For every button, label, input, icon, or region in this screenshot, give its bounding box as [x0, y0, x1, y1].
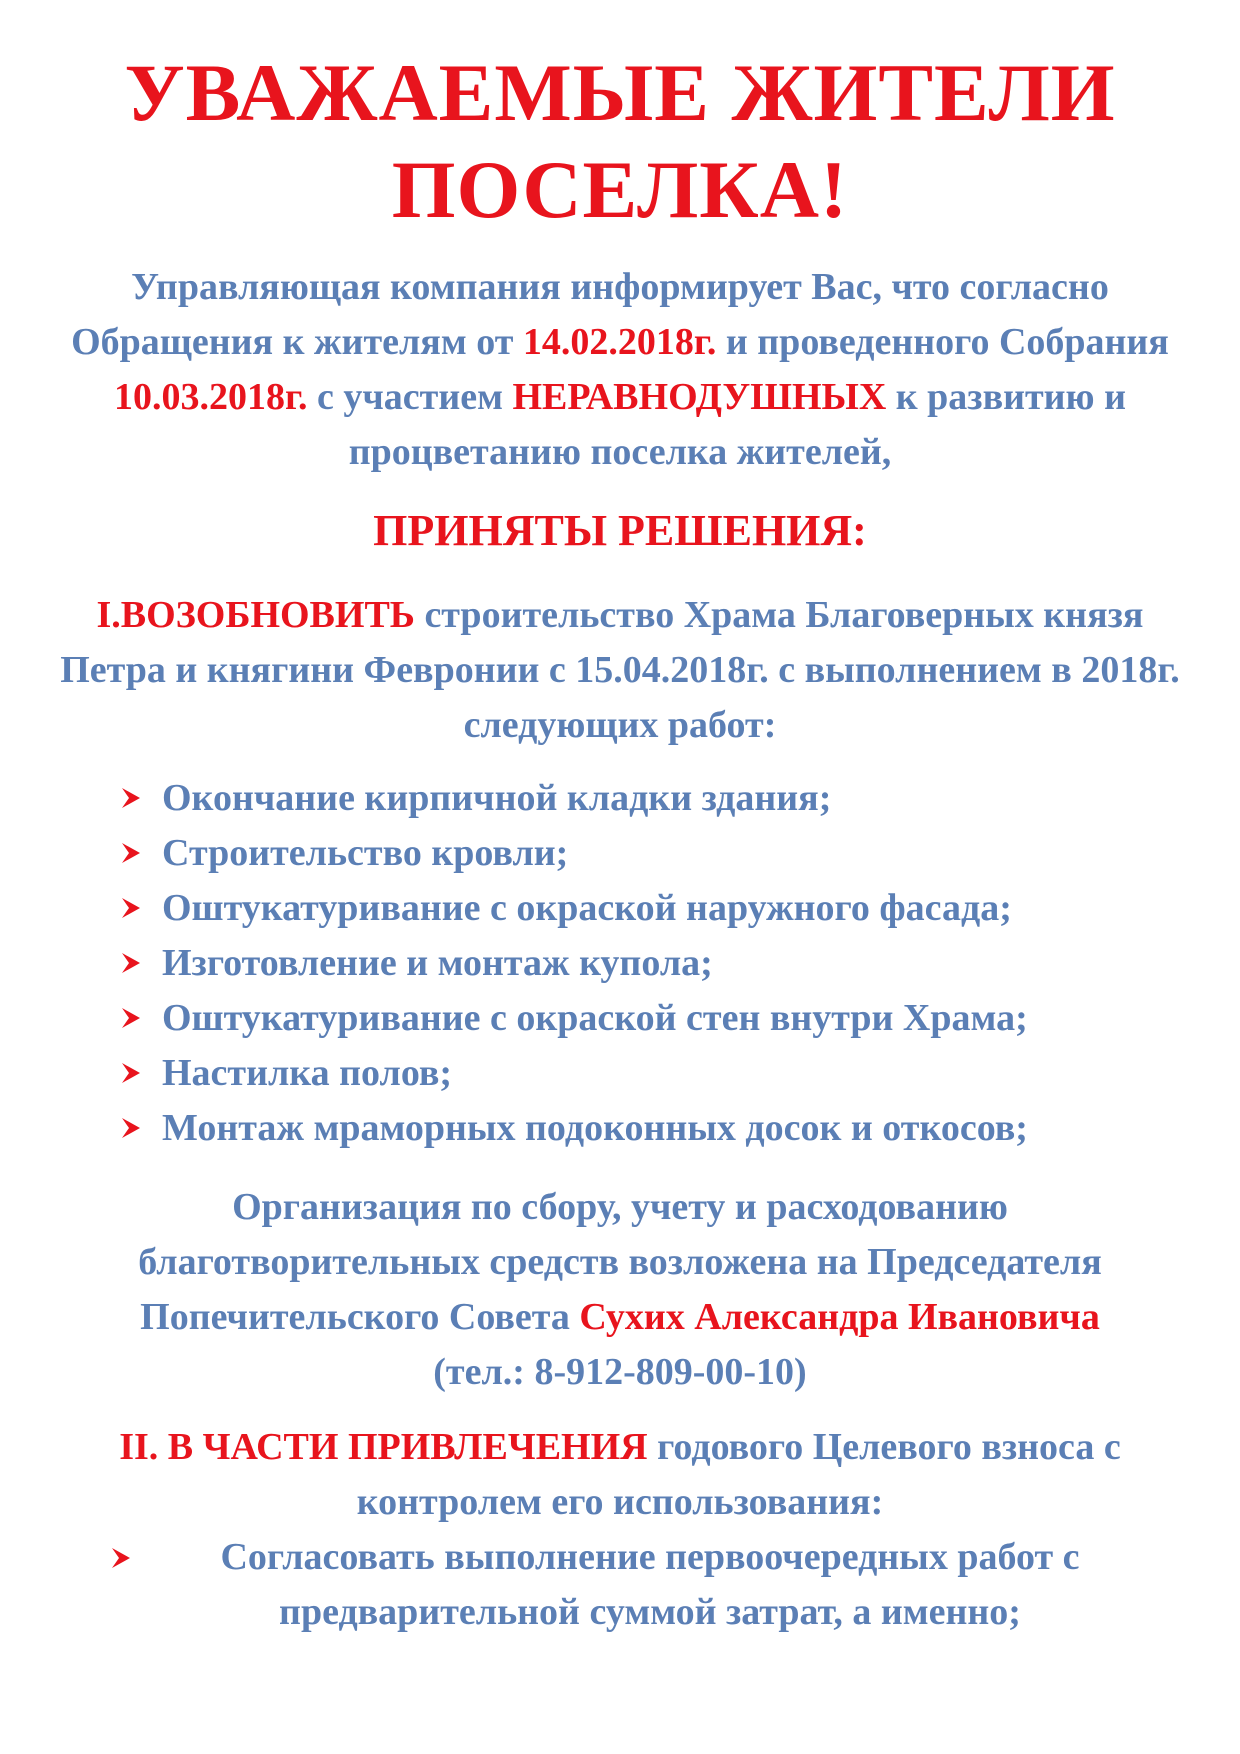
- title-line-2: ПОСЕЛКА!: [391, 144, 849, 235]
- section-1-paragraph: [60, 588, 1180, 753]
- list-item: [118, 935, 1198, 990]
- priority-works-list: [108, 1530, 1188, 1640]
- section-1-lead: I.ВОЗОБНОВИТЬ: [96, 594, 415, 636]
- list-item-text: Настилка полов;: [162, 1051, 453, 1094]
- arrow-bullet-icon: [108, 1530, 152, 1585]
- intro-date-2: 10.03.2018г.: [114, 376, 308, 418]
- list-item: [118, 770, 1198, 825]
- list-item-text: Оштукатуривание с окраской стен внутри Храма;: [162, 996, 1028, 1039]
- arrow-bullet-icon: [118, 1005, 162, 1031]
- organization-paragraph: [60, 1180, 1180, 1400]
- arrow-bullet-icon: [118, 1115, 162, 1141]
- arrow-bullet-icon: [118, 785, 162, 811]
- arrow-bullet-icon: [118, 895, 162, 921]
- list-item-text: Согласовать выполнение первоочередных работ с предварительной суммой затрат, а именно;: [220, 1536, 1080, 1633]
- organization-phone: (тел.: 8-912-809-00-10): [433, 1351, 807, 1393]
- list-item: [118, 1045, 1198, 1100]
- arrow-bullet-icon: [118, 1060, 162, 1086]
- organization-person: Сухих Александра Ивановича: [579, 1296, 1100, 1338]
- arrow-bullet-icon: [118, 950, 162, 976]
- list-item: [118, 1100, 1198, 1155]
- organization-text: Организация по сбору, учету и расходованию благотворительных средств возложена на Председателя Попечительского Совета: [138, 1186, 1102, 1338]
- list-item-text: Оштукатуривание с окраской наружного фасада;: [162, 886, 1012, 929]
- list-item-text: Окончание кирпичной кладки здания;: [162, 776, 832, 819]
- list-item: [118, 825, 1198, 880]
- list-item-text: Монтаж мраморных подоконных досок и откосов;: [162, 1106, 1028, 1149]
- section-2-paragraph: [60, 1420, 1180, 1530]
- intro-text-1: Управляющая компания информирует Вас, что согласно Обращения к жителям от: [71, 266, 1109, 363]
- section-2-text: годового Целевого взноса с контролем его использования:: [356, 1426, 1121, 1523]
- decisions-heading: ПРИНЯТЫ РЕШЕНИЯ:: [373, 506, 867, 555]
- intro-text-4: к развитию и процветанию поселка жителей,: [348, 376, 1126, 473]
- works-list: [118, 770, 1198, 1155]
- list-item: [118, 990, 1198, 1045]
- intro-text-3: с участием: [307, 376, 513, 418]
- list-item-text: Строительство кровли;: [162, 831, 569, 874]
- intro-emphasis: НЕРАВНОДУШНЫХ: [512, 376, 887, 418]
- section-2-lead: II. В ЧАСТИ ПРИВЛЕЧЕНИЯ: [119, 1426, 648, 1468]
- section-1-text: строительство Храма Благоверных князя Петра и княгини Февронии с 15.04.2018г. с выполнением в 2018г. следующих работ:: [60, 594, 1180, 746]
- arrow-bullet-icon: [118, 840, 162, 866]
- intro-text-2: и проведенного Собрания: [716, 321, 1169, 363]
- intro-date-1: 14.02.2018г.: [522, 321, 717, 363]
- title-line-1: УВАЖАЕМЫЕ ЖИТЕЛИ: [124, 47, 1116, 138]
- intro-paragraph: [60, 260, 1180, 480]
- list-item: [108, 1530, 1188, 1640]
- list-item-text: Изготовление и монтаж купола;: [162, 941, 713, 984]
- list-item: [118, 880, 1198, 935]
